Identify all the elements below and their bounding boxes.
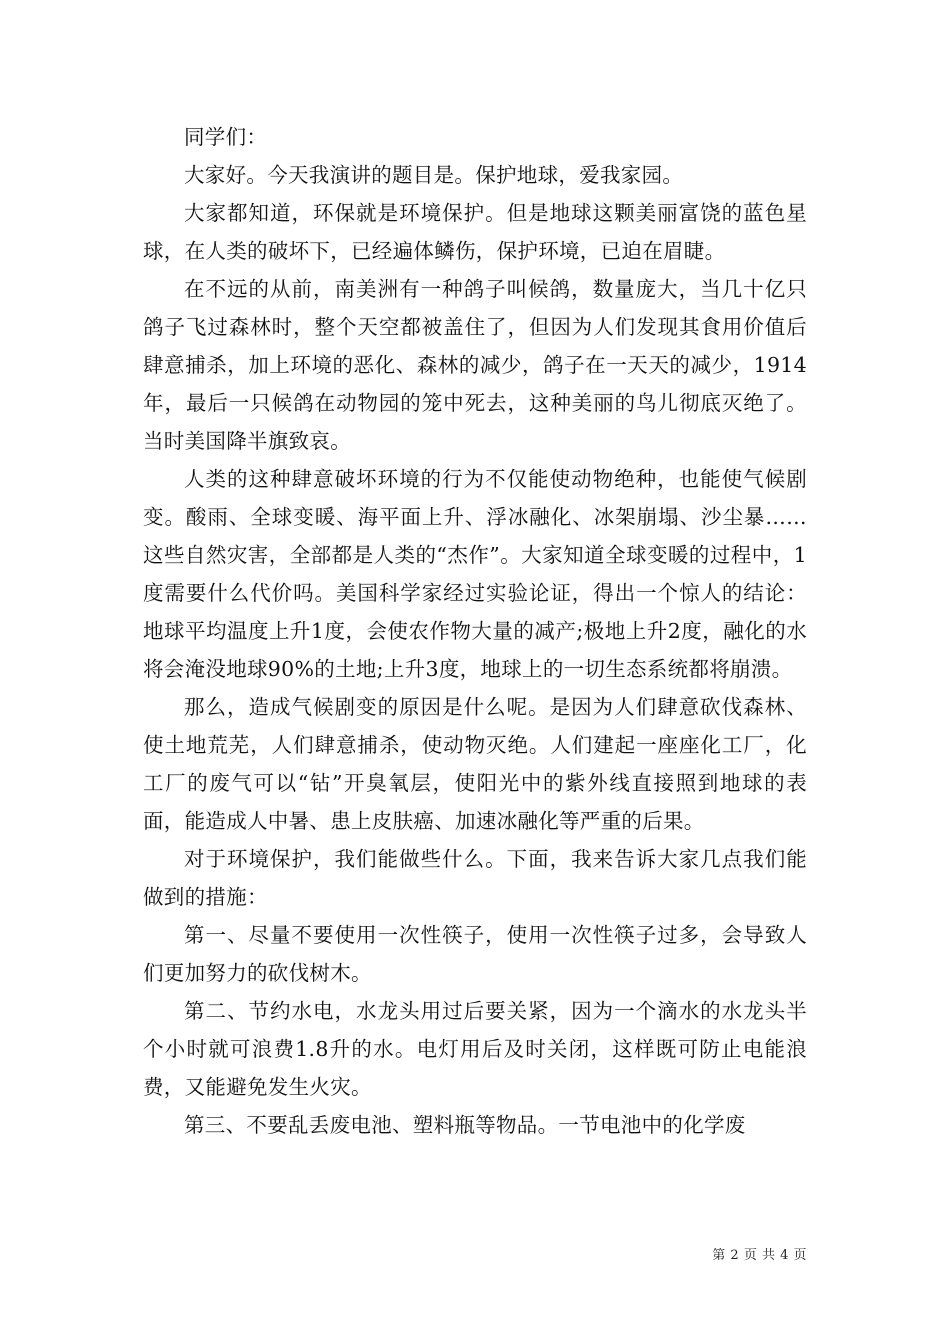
paragraph-measure-3: 第三、不要乱丢废电池、塑料瓶等物品。一节电池中的化学废 bbox=[184, 1113, 746, 1137]
document-body bbox=[143, 118, 807, 1144]
paragraph-passenger-pigeon: 在不远的从前，南美洲有一种鸽子叫候鸽，数量庞大，当几十亿只鸽子飞过森林时，整个天空都被盖住了，但因为人们发现其食用价值后肆意捕杀，加上环境的恶化、森林的减少，鸽子在一天天的减少，1914年，最后一只候鸽在动物园的笼中死去，这种美丽的鸟儿彻底灭绝了。当时美国降半旗致哀。 bbox=[143, 277, 807, 453]
paragraph-causes: 那么，造成气候剧变的原因是什么呢。是因为人们肆意砍伐森林、使土地荒芜，人们肆意捕杀，使动物灭绝。人们建起一座座化工厂，化工厂的废气可以“钻”开臭氧层，使阳光中的紫外线直接照到地球的表面，能造成人中暑、患上皮肤癌、加速冰融化等严重的后果。 bbox=[143, 695, 807, 833]
paragraph-climate-change: 人类的这种肆意破坏环境的行为不仅能使动物绝种，也能使气候剧变。酸雨、全球变暖、海平面上升、浮冰融化、冰架崩塌、沙尘暴……这些自然灾害，全部都是人类的“杰作”。大家知道全球变暖的过程中，1度需要什么代价吗。美国科学家经过实验论证，得出一个惊人的结论：地球平均温度上升1度，会使农作物大量的减产;极地上升2度，融化的水将会淹没地球90%的土地;上升3度，地球上的一切生态系统都将崩溃。 bbox=[143, 467, 807, 681]
paragraph-measure-2: 第二、节约水电，水龙头用过后要关紧，因为一个滴水的水龙头半个小时就可浪费1.8升的水。电灯用后及时关闭，这样既可防止电能浪费，又能避免发生火灾。 bbox=[143, 999, 807, 1099]
paragraph-greeting-topic: 大家好。今天我演讲的题目是。保护地球，爱我家园。 bbox=[184, 163, 684, 187]
page-number-footer: 第 2 页 共 4 页 bbox=[712, 1248, 807, 1263]
paragraph-salutation: 同学们： bbox=[184, 125, 268, 149]
paragraph-measure-1: 第一、尽量不要使用一次性筷子，使用一次性筷子过多，会导致人们更加努力的砍伐树木。 bbox=[143, 923, 807, 985]
paragraph-intro: 大家都知道，环保就是环境保护。但是地球这颗美丽富饶的蓝色星球，在人类的破坏下，已经遍体鳞伤，保护环境，已迫在眉睫。 bbox=[143, 201, 807, 263]
paragraph-measures-intro: 对于环境保护，我们能做些什么。下面，我来告诉大家几点我们能做到的措施： bbox=[143, 847, 807, 909]
